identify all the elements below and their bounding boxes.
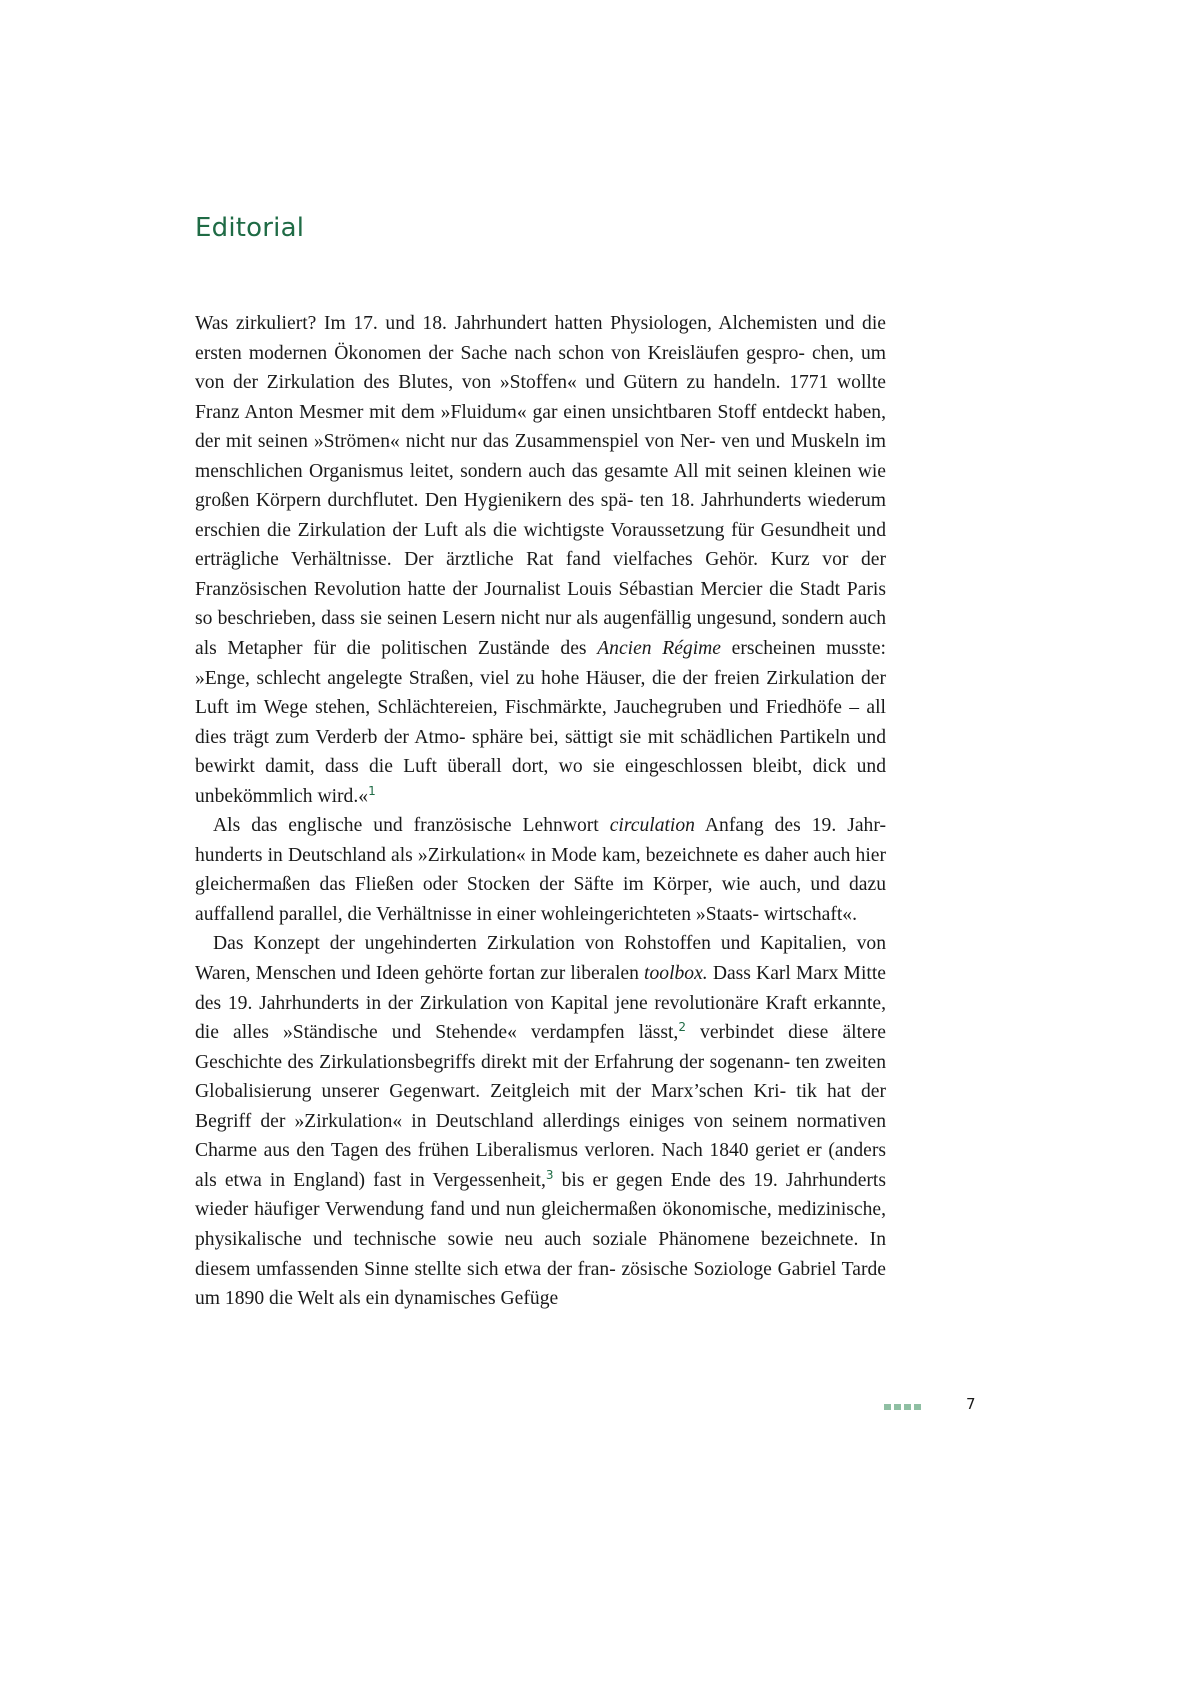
text-line: geriet er (anders als etwa in England) fast in Vergessenheit,: [195, 1140, 886, 1191]
text-line: hunderts in Deutschland als »Zirkulation« in Mode kam, bezeichnete es daher: [195, 844, 809, 866]
text-line: normativen Charme aus den Tagen des frühen Liberalismus verloren. Nach 1840: [195, 1110, 886, 1162]
text-line: Phänomene bezeichnete. In diesem umfassenden Sinne stellte sich etwa der fran-: [195, 1228, 886, 1280]
marker-square: [904, 1404, 911, 1410]
text-line: ten zweiten Globalisierung unserer Gegenwart. Zeitgleich mit der Marx’schen Kri-: [195, 1051, 886, 1103]
text-line: Das Konzept der ungehinderten Zirkulation von Rohstoffen und Kapitalien, von: [213, 933, 886, 955]
text-line: Sébastian Mercier die Stadt Paris so beschrieben, dass sie seinen Lesern nicht nur: [195, 578, 886, 630]
footnote-ref-2[interactable]: 2: [678, 1020, 686, 1035]
text-line: ökonomische, medizinische, physikalische und technische sowie neu auch soziale: [195, 1199, 887, 1250]
marker-square: [914, 1404, 921, 1410]
text-line: des: [560, 638, 598, 660]
italic-term: toolbox.: [644, 963, 708, 985]
text-line: als augenfällig ungesund, sondern auch als Metapher für die politischen Zustände: [195, 608, 886, 660]
text-line: entdeckt haben, der mit seinen »Strömen« nicht nur das Zusammenspiel von Ner-: [195, 401, 887, 453]
text-line: die ersten modernen Ökonomen der Sache nach schon von Kreisläufen gespro-: [195, 313, 886, 364]
footnote-ref-1[interactable]: 1: [368, 783, 376, 798]
text-line: Waren, Menschen und Ideen gehörte fortan zur liberalen: [195, 963, 645, 985]
text-line: hohe Häuser, die der freien Zirkulation der Luft im Wege stehen, Schlächtereien,: [195, 667, 886, 719]
text-line: überall dort, wo sie eingeschlossen bleibt, dick und unbekömmlich wird.«: [195, 756, 886, 807]
footnote-ref-3[interactable]: 3: [545, 1167, 554, 1182]
text-line: auch hier gleichermaßen das Fließen oder Stocken der Säfte im Körper, wie auch,: [195, 844, 886, 896]
text-line: sphäre bei, sättigt sie mit schädlichen Partikeln und bewirkt damit, dass die Luft: [195, 726, 886, 778]
text-line: 1771 wollte Franz Anton Mesmer mit dem »Fluidum« gar einen unsichtbaren Stoff: [195, 372, 887, 423]
text-line: chen, um von der Zirkulation des Blutes, von »Stoffen« und Gütern zu handeln.: [195, 342, 886, 394]
text-line: bis er gegen Ende: [553, 1169, 711, 1191]
paragraph-2: [195, 811, 886, 929]
text-line: wirtschaft«.: [763, 903, 857, 925]
paragraph-3: [195, 929, 886, 1313]
page-footer: [884, 1395, 994, 1419]
text-line: vielfaches Gehör. Kurz vor der Französischen Revolution hatte der Journalist Louis: [195, 549, 886, 600]
italic-term: circulation: [609, 815, 695, 837]
text-line: Voraussetzung für Gesundheit und erträgliche Verhältnisse. Der ärztliche Rat fand: [195, 519, 886, 571]
text-line: ven und Muskeln im menschlichen Organismus leitet, sondern auch das gesamte: [195, 431, 886, 482]
article-body: [195, 309, 886, 1314]
italic-term: Ancien Régime: [597, 638, 722, 660]
text-line: erkannte, die alles »Ständische und Stehende« verdampfen lässt,: [195, 992, 886, 1044]
page-marker-icon: [884, 1404, 921, 1410]
text-line: Als das englische und französische Lehnwort: [213, 815, 610, 837]
text-line: Mitte des 19. Jahrhunderts in der Zirkulation von Kapital jene revolutionäre Kraft: [195, 963, 886, 1014]
text-line: Anfang des 19. Jahr-: [694, 815, 886, 837]
text-line: ältere Geschichte des Zirkulationsbegriffs direkt mit der Erfahrung der sogenann-: [195, 1022, 886, 1073]
text-line: zösische Soziologe Gabriel Tarde um 1890 die Welt als ein dynamisches Gefüge: [195, 1258, 886, 1310]
text-line: Fischmärkte, Jauchegruben und Friedhöfe – all dies trägt zum Verderb der Atmo-: [195, 697, 886, 748]
page-title: Editorial: [195, 213, 305, 243]
page-number: 7: [966, 1395, 976, 1413]
marker-square: [884, 1404, 891, 1410]
text-line: tik hat der Begriff der »Zirkulation« in Deutschland allerdings einiges von seinem: [195, 1081, 887, 1132]
text-line: erscheinen musste: »Enge, schlecht angelegte Straßen, viel zu: [195, 638, 886, 689]
text-line: des 19. Jahrhunderts wieder häufiger Verwendung fand und nun gleichermaßen: [195, 1169, 886, 1221]
text-line: und dazu auffallend parallel, die Verhältnisse in einer wohleingerichteten »Staats-: [195, 874, 886, 925]
paragraph-1: [195, 309, 886, 811]
text-line: verbindet diese: [685, 1022, 829, 1044]
text-line: Dass Karl Marx: [707, 963, 839, 985]
text-line: Was zirkuliert? Im 17. und 18. Jahrhundert hatten Physiologen, Alchemisten und: [195, 313, 855, 334]
marker-square: [894, 1404, 901, 1410]
text-line: ten 18. Jahrhunderts wiederum erschien die Zirkulation der Luft als die wichtigste: [195, 490, 886, 541]
text-line: All mit seinen kleinen wie großen Körpern durchflutet. Den Hygienikern des spä-: [195, 460, 886, 512]
